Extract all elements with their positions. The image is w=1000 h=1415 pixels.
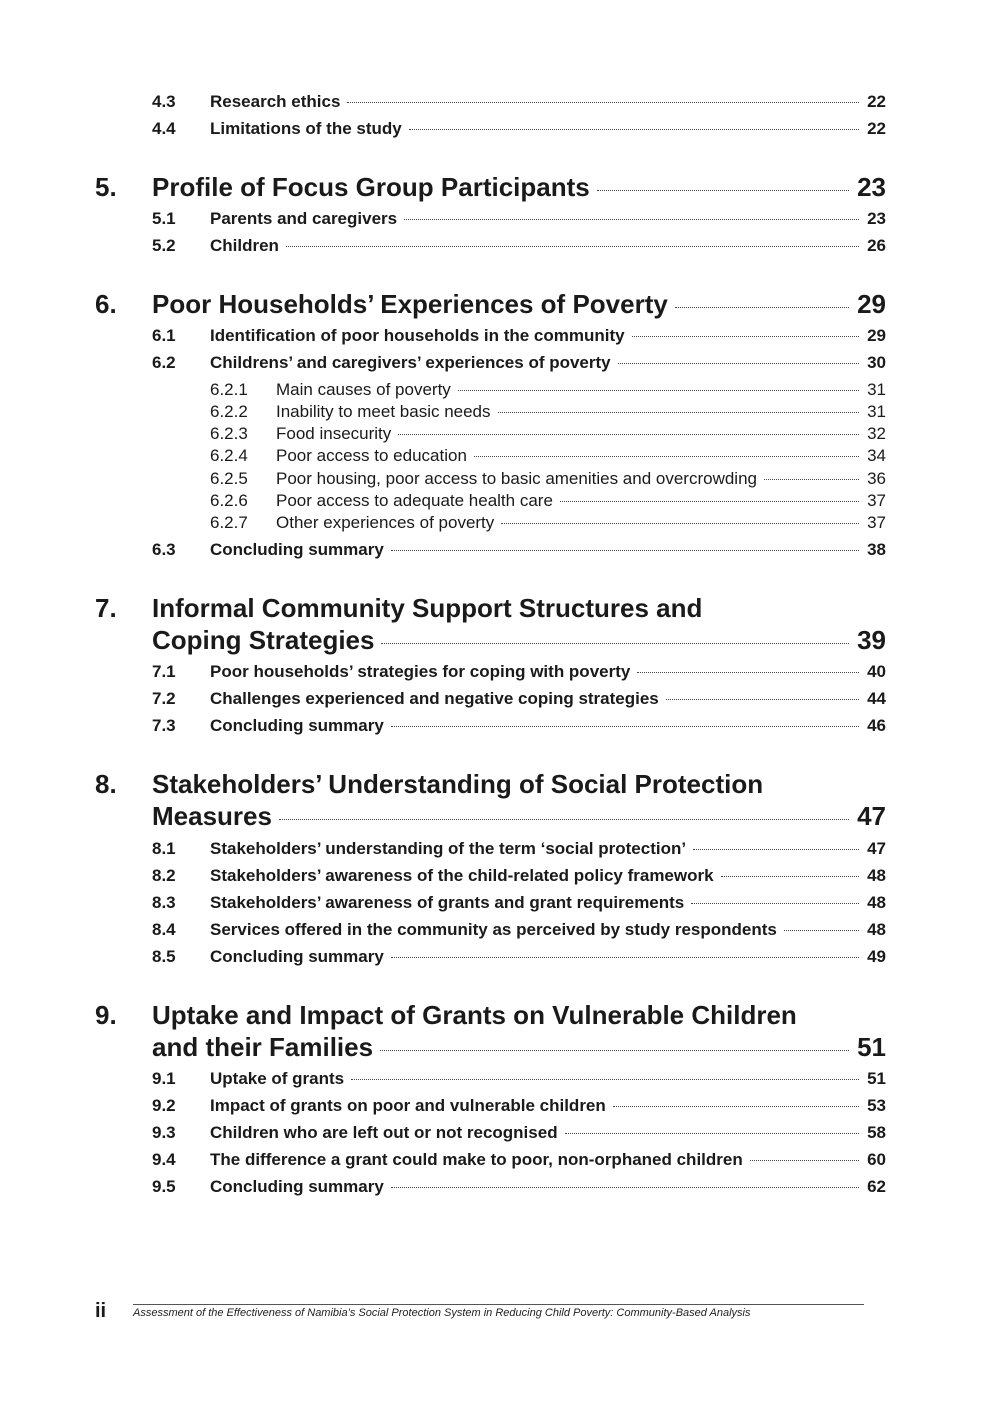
chapter-title-line1: Uptake and Impact of Grants on Vulnerable Children xyxy=(152,1000,797,1030)
toc-entry-number: 6.2 xyxy=(152,353,176,372)
toc-entry-title: Poor access to education xyxy=(276,446,467,465)
toc-entry-page-number: 37 xyxy=(867,513,886,532)
footer-running-title: Assessment of the Effectiveness of Namibia’s Social Protection System in Reducing Child Poverty: Community-Based Analysis xyxy=(133,1307,751,1319)
toc-entry-page-number: 23 xyxy=(857,172,886,202)
toc-entry-number: 8.1 xyxy=(152,839,176,858)
toc-entry-number: 6.2.1 xyxy=(210,380,248,399)
toc-entry-title-line xyxy=(152,289,886,320)
toc-entry-title: and their Families xyxy=(152,1032,374,1062)
toc-entry-title: Stakeholders’ awareness of grants and grant requirements xyxy=(210,893,685,912)
toc-entry-number: 6.2.4 xyxy=(210,446,248,465)
dot-leader xyxy=(693,849,859,850)
toc-entry-title-line xyxy=(152,172,886,203)
dot-leader xyxy=(498,412,860,413)
toc-entry-title-line xyxy=(210,236,886,256)
toc-entry-number: 6.2.5 xyxy=(210,469,248,488)
toc-entry-page-number: 46 xyxy=(867,716,886,735)
toc-entry-title-line xyxy=(210,866,886,886)
dot-leader xyxy=(618,363,859,364)
toc-entry-page-number: 30 xyxy=(867,353,886,372)
toc-entry-page-number: 26 xyxy=(867,236,886,255)
footer-rule xyxy=(133,1304,864,1305)
toc-entry-title: Parents and caregivers xyxy=(210,209,398,228)
toc-entry-title: Concluding summary xyxy=(210,947,384,966)
toc-entry-number: 8.4 xyxy=(152,920,176,939)
toc-entry-title: Profile of Focus Group Participants xyxy=(152,172,590,202)
toc-entry-title-line xyxy=(210,1123,886,1143)
toc-entry-title: Childrens’ and caregivers’ experiences of poverty xyxy=(210,353,611,372)
toc-entry-page-number: 58 xyxy=(867,1123,886,1142)
toc-entry-number: 8.5 xyxy=(152,947,176,966)
toc-entry-title: Uptake of grants xyxy=(210,1069,345,1088)
dot-leader xyxy=(380,1050,849,1051)
toc-entry-title: Impact of grants on poor and vulnerable children xyxy=(210,1096,606,1115)
dot-leader xyxy=(666,699,859,700)
dot-leader xyxy=(632,336,859,337)
toc-entry-number: 7. xyxy=(95,593,117,623)
toc-entry-title-line xyxy=(152,801,886,832)
toc-entry-number: 4.3 xyxy=(152,92,176,111)
dot-leader xyxy=(750,1160,859,1161)
toc-entry-title-line xyxy=(152,1032,886,1063)
toc-entry-title: Children xyxy=(210,236,279,255)
toc-entry-page-number: 22 xyxy=(867,119,886,138)
toc-entry-title-line xyxy=(210,1150,886,1170)
toc-entry-title-line xyxy=(210,119,886,139)
dot-leader xyxy=(675,307,849,308)
toc-entry-title-line xyxy=(210,689,886,709)
toc-entry-title: Food insecurity xyxy=(276,424,392,443)
toc-entry-number: 8.2 xyxy=(152,866,176,885)
toc-entry-title: Identification of poor households in the community xyxy=(210,326,625,345)
footer-page-number: ii xyxy=(95,1300,107,1322)
toc-entry-title-line xyxy=(152,625,886,656)
toc-entry-title-line xyxy=(210,1096,886,1116)
toc-entry-number: 6.3 xyxy=(152,540,176,559)
toc-entry-page-number: 31 xyxy=(867,380,886,399)
toc-entry-number: 6.2.2 xyxy=(210,402,248,421)
toc-entry-page-number: 49 xyxy=(867,947,886,966)
dot-leader xyxy=(597,190,849,191)
toc-entry-number: 4.4 xyxy=(152,119,176,138)
toc-entry-title-line xyxy=(210,920,886,940)
toc-entry-title-line xyxy=(276,513,886,533)
toc-entry-page-number: 39 xyxy=(857,625,886,655)
toc-entry-page-number: 47 xyxy=(857,801,886,831)
toc-entry-title: Inability to meet basic needs xyxy=(276,402,491,421)
toc-entry-number: 8. xyxy=(95,769,117,799)
toc-entry-page-number: 37 xyxy=(867,491,886,510)
toc-entry-page-number: 44 xyxy=(867,689,886,708)
dot-leader xyxy=(391,957,859,958)
toc-entry-number: 6.2.7 xyxy=(210,513,248,532)
toc-entry-page-number: 62 xyxy=(867,1177,886,1196)
toc-entry-number: 7.1 xyxy=(152,662,176,681)
toc-entry-title: Coping Strategies xyxy=(152,625,375,655)
toc-entry-title-line xyxy=(210,893,886,913)
toc-entry-title-line xyxy=(210,353,886,373)
dot-leader xyxy=(565,1133,859,1134)
toc-entry-title-line xyxy=(276,424,886,444)
toc-entry-title: Poor households’ strategies for coping with poverty xyxy=(210,662,631,681)
dot-leader xyxy=(560,501,859,502)
toc-entry-number: 9.4 xyxy=(152,1150,176,1169)
toc-entry-title: Stakeholders’ understanding of the term ‘social protection’ xyxy=(210,839,687,858)
toc-entry-title-line xyxy=(210,540,886,560)
toc-entry-title: Concluding summary xyxy=(210,1177,384,1196)
toc-entry-title: Research ethics xyxy=(210,92,341,111)
toc-entry-title-line xyxy=(210,326,886,346)
toc-entry-title-line xyxy=(210,92,886,112)
dot-leader xyxy=(391,550,859,551)
toc-entry-title-line xyxy=(210,716,886,736)
toc-entry-title-line xyxy=(276,491,886,511)
toc-entry-page-number: 48 xyxy=(867,893,886,912)
toc-entry-title: Measures xyxy=(152,801,272,831)
dot-leader xyxy=(458,390,859,391)
toc-entry-page-number: 34 xyxy=(867,446,886,465)
toc-entry-title: Limitations of the study xyxy=(210,119,402,138)
toc-entry-title-line xyxy=(210,839,886,859)
toc-entry-page-number: 48 xyxy=(867,920,886,939)
dot-leader xyxy=(398,434,859,435)
toc-entry-page-number: 23 xyxy=(867,209,886,228)
toc-entry-title: Concluding summary xyxy=(210,716,384,735)
dot-leader xyxy=(351,1079,859,1080)
dot-leader xyxy=(409,129,859,130)
toc-entry-page-number: 60 xyxy=(867,1150,886,1169)
toc-entry-title: Other experiences of poverty xyxy=(276,513,495,532)
toc-entry-title: Poor access to adequate health care xyxy=(276,491,553,510)
toc-entry-title-line xyxy=(276,380,886,400)
toc-entry-title-line xyxy=(210,1177,886,1197)
toc-entry-page-number: 51 xyxy=(867,1069,886,1088)
toc-entry-number: 9.5 xyxy=(152,1177,176,1196)
toc-entry-title: Poor housing, poor access to basic amenities and overcrowding xyxy=(276,469,757,488)
toc-entry-number: 6. xyxy=(95,289,117,319)
dot-leader xyxy=(381,643,849,644)
dot-leader xyxy=(286,246,859,247)
dot-leader xyxy=(637,672,859,673)
toc-entry-title-line xyxy=(210,1069,886,1089)
toc-entry-title: Challenges experienced and negative coping strategies xyxy=(210,689,659,708)
toc-entry-title: Main causes of poverty xyxy=(276,380,451,399)
toc-entry-page-number: 47 xyxy=(867,839,886,858)
dot-leader xyxy=(721,876,860,877)
toc-entry-page-number: 22 xyxy=(867,92,886,111)
toc-entry-number: 6.2.6 xyxy=(210,491,248,510)
toc-entry-page-number: 29 xyxy=(857,289,886,319)
toc-entry-title: The difference a grant could make to poor, non-orphaned children xyxy=(210,1150,743,1169)
toc-entry-page-number: 48 xyxy=(867,866,886,885)
toc-entry-page-number: 38 xyxy=(867,540,886,559)
toc-entry-page-number: 51 xyxy=(857,1032,886,1062)
dot-leader xyxy=(784,930,859,931)
chapter-title-line1: Informal Community Support Structures and xyxy=(152,593,703,623)
toc-entry-number: 6.1 xyxy=(152,326,176,345)
toc-entry-number: 5. xyxy=(95,172,117,202)
dot-leader xyxy=(764,479,859,480)
dot-leader xyxy=(404,219,859,220)
toc-entry-number: 5.1 xyxy=(152,209,176,228)
toc-entry-title-line xyxy=(210,209,886,229)
toc-entry-page-number: 36 xyxy=(867,469,886,488)
toc-entry-title: Concluding summary xyxy=(210,540,384,559)
toc-entry-number: 9.3 xyxy=(152,1123,176,1142)
toc-entry-number: 9. xyxy=(95,1000,117,1030)
dot-leader xyxy=(613,1106,859,1107)
toc-entry-number: 9.2 xyxy=(152,1096,176,1115)
dot-leader xyxy=(279,819,849,820)
toc-entry-page-number: 29 xyxy=(867,326,886,345)
toc-entry-title-line xyxy=(276,469,886,489)
toc-entry-page-number: 31 xyxy=(867,402,886,421)
toc-entry-title-line xyxy=(210,947,886,967)
toc-entry-title-line xyxy=(276,402,886,422)
toc-entry-title: Services offered in the community as perceived by study respondents xyxy=(210,920,777,939)
dot-leader xyxy=(391,726,859,727)
dot-leader xyxy=(347,102,859,103)
toc-entry-title-line xyxy=(210,662,886,682)
toc-entry-number: 7.2 xyxy=(152,689,176,708)
dot-leader xyxy=(391,1187,859,1188)
toc-entry-number: 5.2 xyxy=(152,236,176,255)
toc-entry-title-line xyxy=(276,446,886,466)
dot-leader xyxy=(501,523,859,524)
toc-entry-title: Children who are left out or not recognised xyxy=(210,1123,558,1142)
toc-entry-number: 8.3 xyxy=(152,893,176,912)
toc-entry-number: 9.1 xyxy=(152,1069,176,1088)
toc-entry-number: 6.2.3 xyxy=(210,424,248,443)
dot-leader xyxy=(474,456,859,457)
toc-entry-page-number: 32 xyxy=(867,424,886,443)
toc-entry-title: Stakeholders’ awareness of the child-related policy framework xyxy=(210,866,714,885)
toc-entry-title: Poor Households’ Experiences of Poverty xyxy=(152,289,668,319)
chapter-title-line1: Stakeholders’ Understanding of Social Protection xyxy=(152,769,764,799)
toc-entry-number: 7.3 xyxy=(152,716,176,735)
toc-entry-page-number: 53 xyxy=(867,1096,886,1115)
dot-leader xyxy=(691,903,859,904)
toc-entry-page-number: 40 xyxy=(867,662,886,681)
